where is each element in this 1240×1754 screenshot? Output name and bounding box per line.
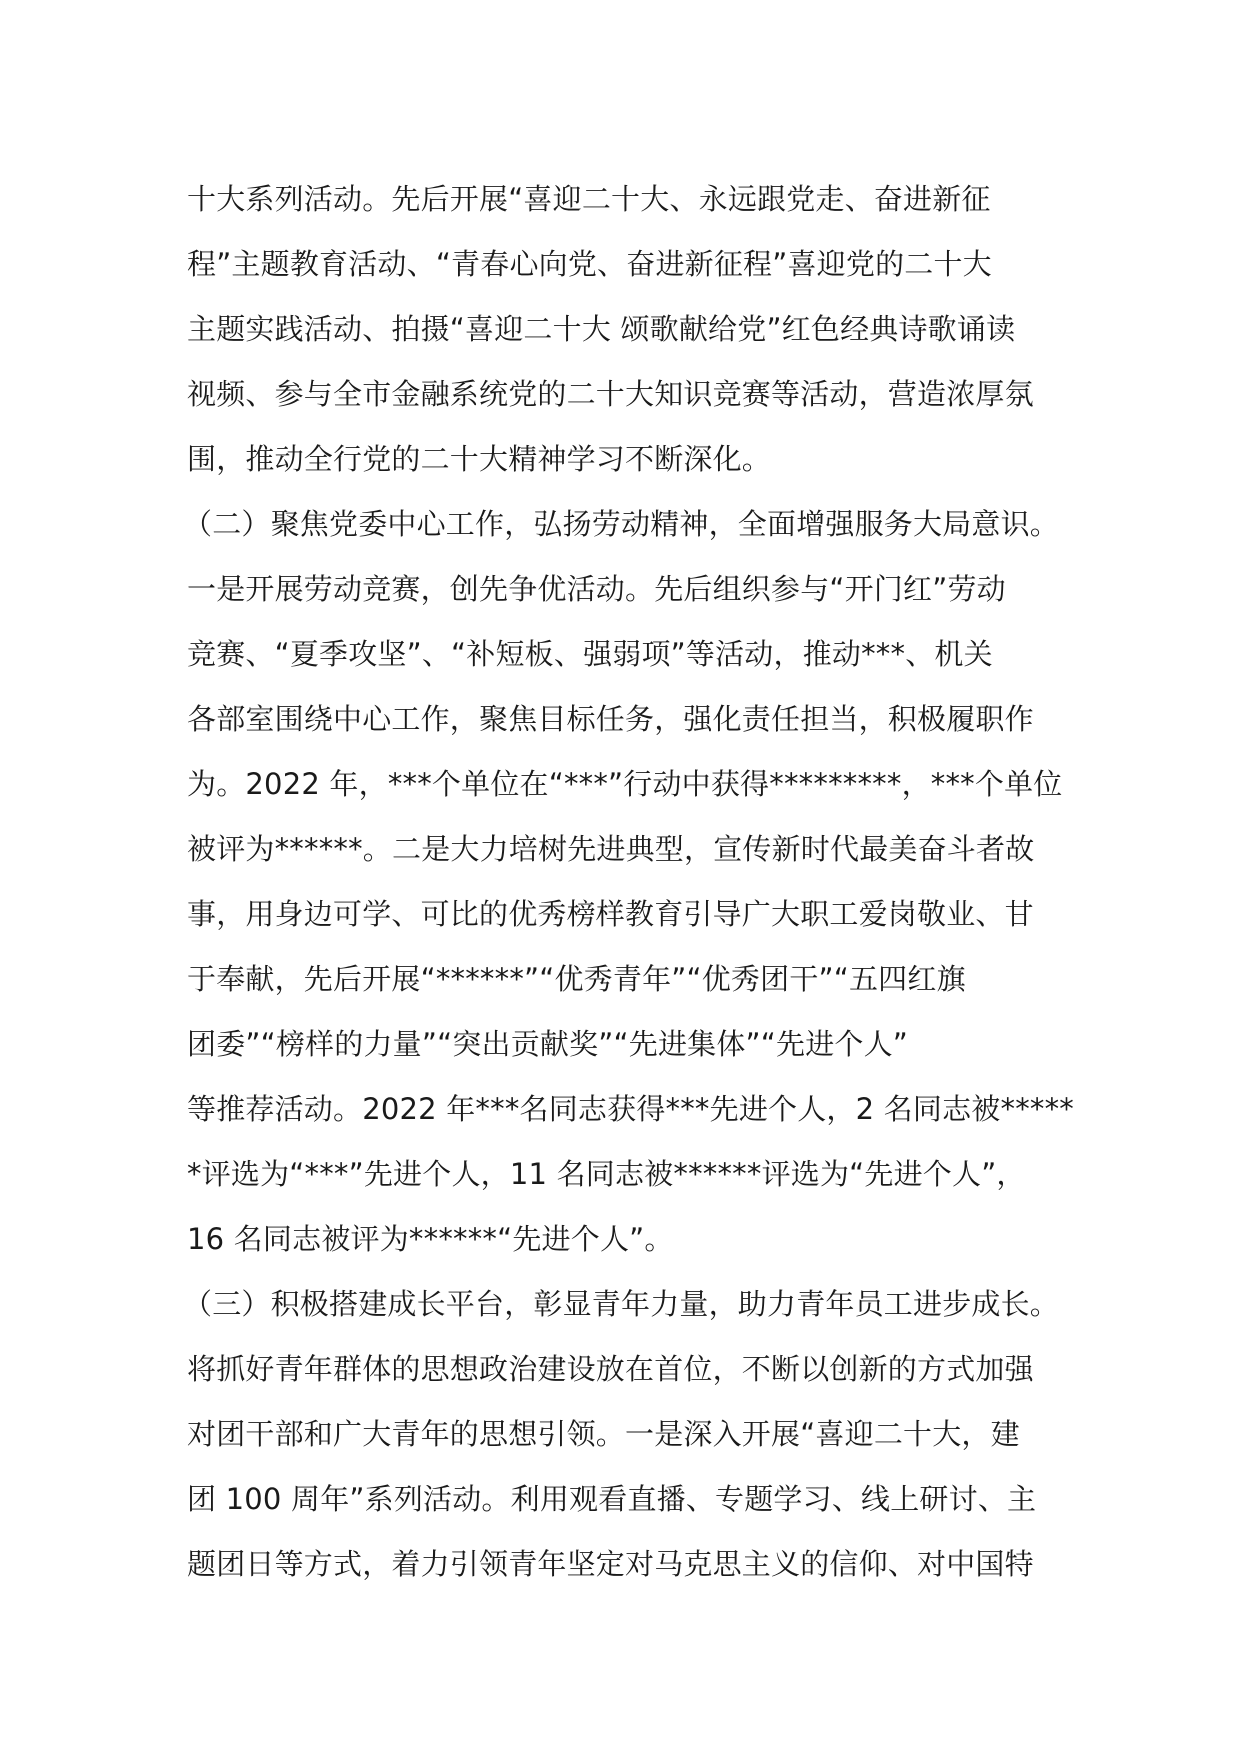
text-line: 主题实践活动、拍摄“喜迎二十大 颂歌献给党”红色经典诗歌诵读 [187, 312, 1016, 346]
text-line: 团委”“榜样的力量”“突出贡献奖”“先进集体”“先进个人” [187, 1027, 909, 1061]
text-line: 程”主题教育活动、“青春心向党、奋进新征程”喜迎党的二十大 [187, 247, 992, 281]
text-line: 各部室围绕中心工作，聚焦目标任务，强化责任担当，积极履职作 [187, 702, 1034, 736]
text-line: 于奉献，先后开展“******”“优秀青年”“优秀团干”“五四红旗 [187, 962, 966, 996]
text-line: 一是开展劳动竞赛，创先争优活动。先后组织参与“开门红”劳动 [187, 572, 1006, 606]
body-text [183, 167, 1087, 1597]
text-line: 事，用身边可学、可比的优秀榜样教育引导广大职工爱岗敬业、甘 [187, 897, 1034, 931]
text-line: 围，推动全行党的二十大精神学习不断深化。 [187, 442, 772, 476]
text-line: 16 名同志被评为******“先进个人”。 [187, 1222, 674, 1256]
section-heading: （三）积极搭建成长平台，彰显青年力量，助力青年员工进步成长。 [183, 1287, 1060, 1321]
text-line: 竞赛、“夏季攻坚”、“补短板、强弱项”等活动，推动***、机关 [187, 637, 993, 671]
text-line: 视频、参与全市金融系统党的二十大知识竞赛等活动，营造浓厚氛 [187, 377, 1034, 411]
text-line: 将抓好青年群体的思想政治建设放在首位，不断以创新的方式加强 [187, 1352, 1034, 1386]
section-heading: （二）聚焦党委中心工作，弘扬劳动精神，全面增强服务大局意识。 [183, 507, 1060, 541]
text-line: 团 100 周年”系列活动。利用观看直播、专题学习、线上研讨、主 [187, 1482, 1037, 1516]
text-line: 等推荐活动。2022 年***名同志获得***先进个人，2 名同志被***** [187, 1092, 1074, 1126]
text-line: 对团干部和广大青年的思想引领。一是深入开展“喜迎二十大，建 [187, 1417, 1020, 1451]
text-line: 被评为******。二是大力培树先进典型，宣传新时代最美奋斗者故 [187, 832, 1035, 866]
text-line: 十大系列活动。先后开展“喜迎二十大、永远跟党走、奋进新征 [187, 182, 991, 216]
text-line: *评选为“***”先进个人，11 名同志被******评选为“先进个人”， [187, 1157, 1026, 1191]
text-line: 为。2022 年，***个单位在“***”行动中获得*********，***个单位 [187, 767, 1063, 801]
text-line: 题团日等方式，着力引领青年坚定对马克思主义的信仰、对中国特 [187, 1547, 1034, 1581]
